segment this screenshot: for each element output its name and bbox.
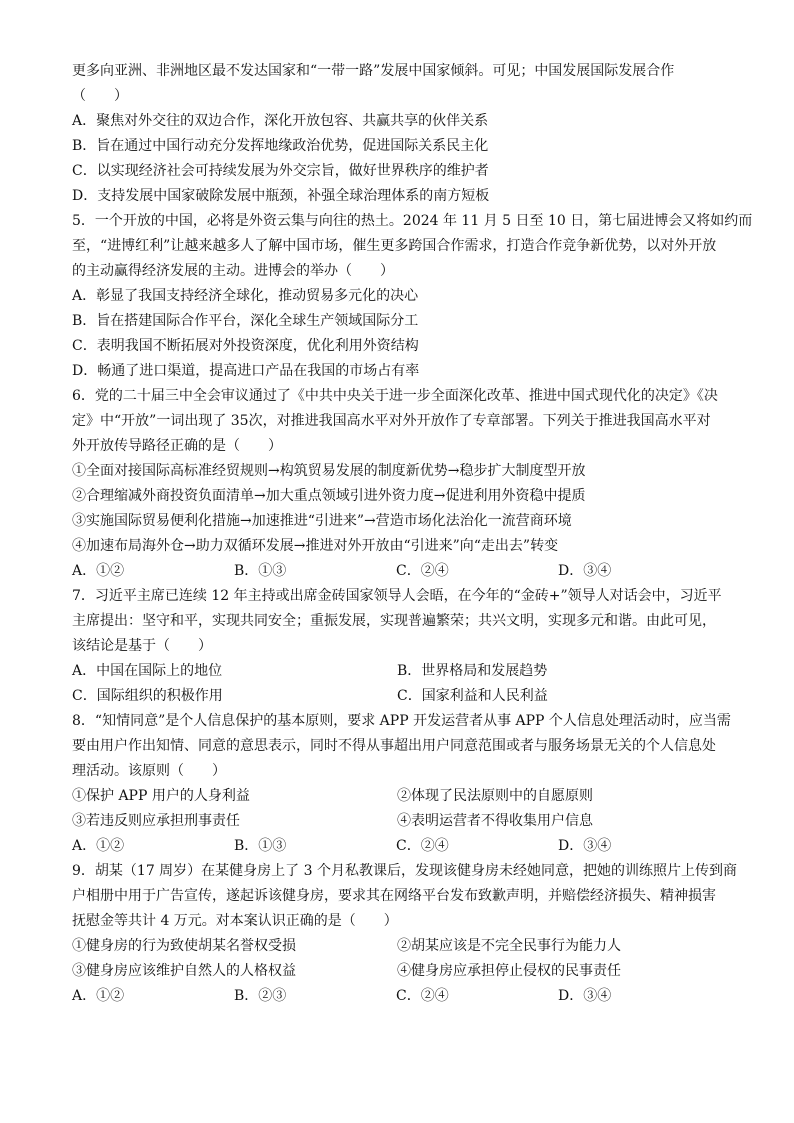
question-8-item-4: ④表明运营者不得收集用户信息: [397, 813, 593, 829]
question-5: [72, 209, 753, 384]
question-9: [72, 859, 737, 1009]
question-5-option-c: C．表明我国不断拓展对外投资深度，优化利用外资结构: [72, 338, 419, 354]
question-7-option-b: B．世界格局和发展趋势: [397, 663, 548, 679]
question-5-stem-line: 的主动赢得经济发展的主动。进博会的举办（ ）: [72, 263, 394, 279]
question-4: [72, 59, 722, 209]
question-9-option-d: D．③④: [558, 988, 612, 1004]
question-6-option-a: A．①②: [72, 563, 125, 579]
question-7-option-c: C．国际组织的积极作用: [72, 688, 223, 704]
question-9-options: [72, 984, 722, 1009]
question-9-item-4: ④健身房应承担停止侵权的民事责任: [397, 963, 621, 979]
question-6-stem-line: 6．党的二十届三中全会审议通过了《中共中央关于进一步全面深化改革、推进中国式现代化的决定》《决: [72, 388, 718, 404]
question-4-stem-line: 更多向亚洲、非洲地区最不发达国家和“一带一路”发展中国家倾斜。可见；中国发展国际发展合作: [72, 63, 675, 79]
question-8-stem-line: 要由用户作出知情、同意的意思表示，同时不得从事超出用户同意范围或者与服务场景无关的个人信息处: [72, 738, 716, 754]
exam-page: [72, 59, 753, 1009]
question-9-option-b: B．②③: [234, 988, 287, 1004]
question-7-option-d: C．国家利益和人民利益: [397, 688, 548, 704]
question-7: [72, 584, 722, 709]
question-4-option-d: D．支持发展中国家破除发展中瓶颈，补强全球治理体系的南方短板: [72, 188, 490, 204]
question-4-option-a: A．聚焦对外交往的双边合作，深化开放包容、共赢共享的伙伴关系: [72, 113, 489, 129]
question-9-items-row: [72, 959, 722, 984]
question-5-option-b: B．旨在搭建国际合作平台，深化全球生产领域国际分工: [72, 313, 419, 329]
question-8-stem-line: 8．“知情同意”是个人信息保护的基本原则，要求 APP 开发运营者从事 APP 个人信息处理活动时，应当需: [72, 713, 731, 729]
question-8: [72, 709, 731, 859]
question-9-item-3: ③健身房应该维护自然人的人格权益: [72, 963, 296, 979]
question-8-items-row: [72, 809, 722, 834]
question-7-stem-line: 主席提出：坚守和平，实现共同安全；重振发展，实现普遍繁荣；共兴文明，实现多元和谐。由此可见，: [72, 613, 716, 629]
question-8-option-d: D．③④: [558, 838, 612, 854]
question-9-stem-line: 9．胡某（17 周岁）在某健身房上了 3 个月私教课后，发现该健身房未经她同意，把她的训练照片上传到商: [72, 863, 737, 879]
question-4-stem-line: （ ）: [72, 88, 128, 104]
question-6-option-b: B．①③: [234, 563, 287, 579]
question-8-stem-line: 理活动。该原则（ ）: [72, 763, 226, 779]
question-4-option-c: C．以实现经济社会可持续发展为外交宗旨，做好世界秩序的维护者: [72, 163, 489, 179]
question-5-option-d: D．畅通了进口渠道，提高进口产品在我国的市场占有率: [72, 363, 420, 379]
question-9-option-a: A．①②: [72, 988, 125, 1004]
question-4-option-b: B．旨在通过中国行动充分发挥地缘政治优势，促进国际关系民主化: [72, 138, 489, 154]
question-6: [72, 384, 722, 584]
question-6-item-4: ④加速布局海外仓→助力双循环发展→推进对外开放由“引进来”向“走出去”转变: [72, 538, 559, 554]
question-8-option-c: C．②④: [396, 838, 449, 854]
question-7-stem-line: 7．习近平主席已连续 12 年主持或出席金砖国家领导人会晤，在今年的“金砖+”领导人对话会中，习近平: [72, 588, 722, 604]
question-8-item-3: ③若违反则应承担刑事责任: [72, 813, 240, 829]
question-9-item-2: ②胡某应该是不完全民事行为能力人: [397, 938, 621, 954]
question-5-stem-line: 5．一个开放的中国，必将是外资云集与向往的热土。2024 年 11 月 5 日至 10 日，第七届进博会又将如约而: [72, 213, 753, 229]
question-6-item-2: ②合理缩减外商投资负面清单→加大重点领域引进外资力度→促进利用外资稳中提质: [72, 488, 586, 504]
question-8-item-1: ①保护 APP 用户的人身利益: [72, 788, 250, 804]
question-9-item-1: ①健身房的行为致使胡某名誉权受损: [72, 938, 296, 954]
question-8-option-a: A．①②: [72, 838, 125, 854]
question-7-options-row: [72, 684, 722, 709]
question-6-option-d: D．③④: [558, 563, 612, 579]
question-6-item-3: ③实施国际贸易便利化措施→加速推进“引进来”→营造市场化法治化一流营商环境: [72, 513, 572, 529]
question-6-stem-line: 定》中“开放”一词出现了 35次，对推进我国高水平对外开放作了专章部署。下列关于推进我国高水平对: [72, 413, 711, 429]
question-7-option-a: A．中国在国际上的地位: [72, 663, 223, 679]
question-6-item-1: ①全面对接国际高标准经贸规则→构筑贸易发展的制度新优势→稳步扩大制度型开放: [72, 463, 586, 479]
question-8-option-b: B．①③: [234, 838, 287, 854]
question-6-options: [72, 559, 722, 584]
question-6-stem-line: 外开放传导路径正确的是（ ）: [72, 438, 282, 454]
question-9-option-c: C．②④: [396, 988, 449, 1004]
question-9-items-row: [72, 934, 722, 959]
question-9-stem-line: 户相册中用于广告宣传，遂起诉该健身房，要求其在网络平台发布致歉声明，并赔偿经济损失、精神损害: [72, 888, 716, 904]
question-7-options-row: [72, 659, 722, 684]
question-6-option-c: C．②④: [396, 563, 449, 579]
question-5-option-a: A．彰显了我国支持经济全球化，推动贸易多元化的决心: [72, 288, 419, 304]
question-8-item-2: ②体现了民法原则中的自愿原则: [397, 788, 593, 804]
question-5-stem-line: 至，“进博红利”让越来越多人了解中国市场，催生更多跨国合作需求，打造合作竞争新优势，以对外开放: [72, 238, 717, 254]
question-9-stem-line: 抚慰金等共计 4 万元。对本案认识正确的是（ ）: [72, 913, 398, 929]
question-8-items-row: [72, 784, 722, 809]
question-7-stem-line: 该结论是基于（ ）: [72, 638, 212, 654]
question-8-options: [72, 834, 722, 859]
